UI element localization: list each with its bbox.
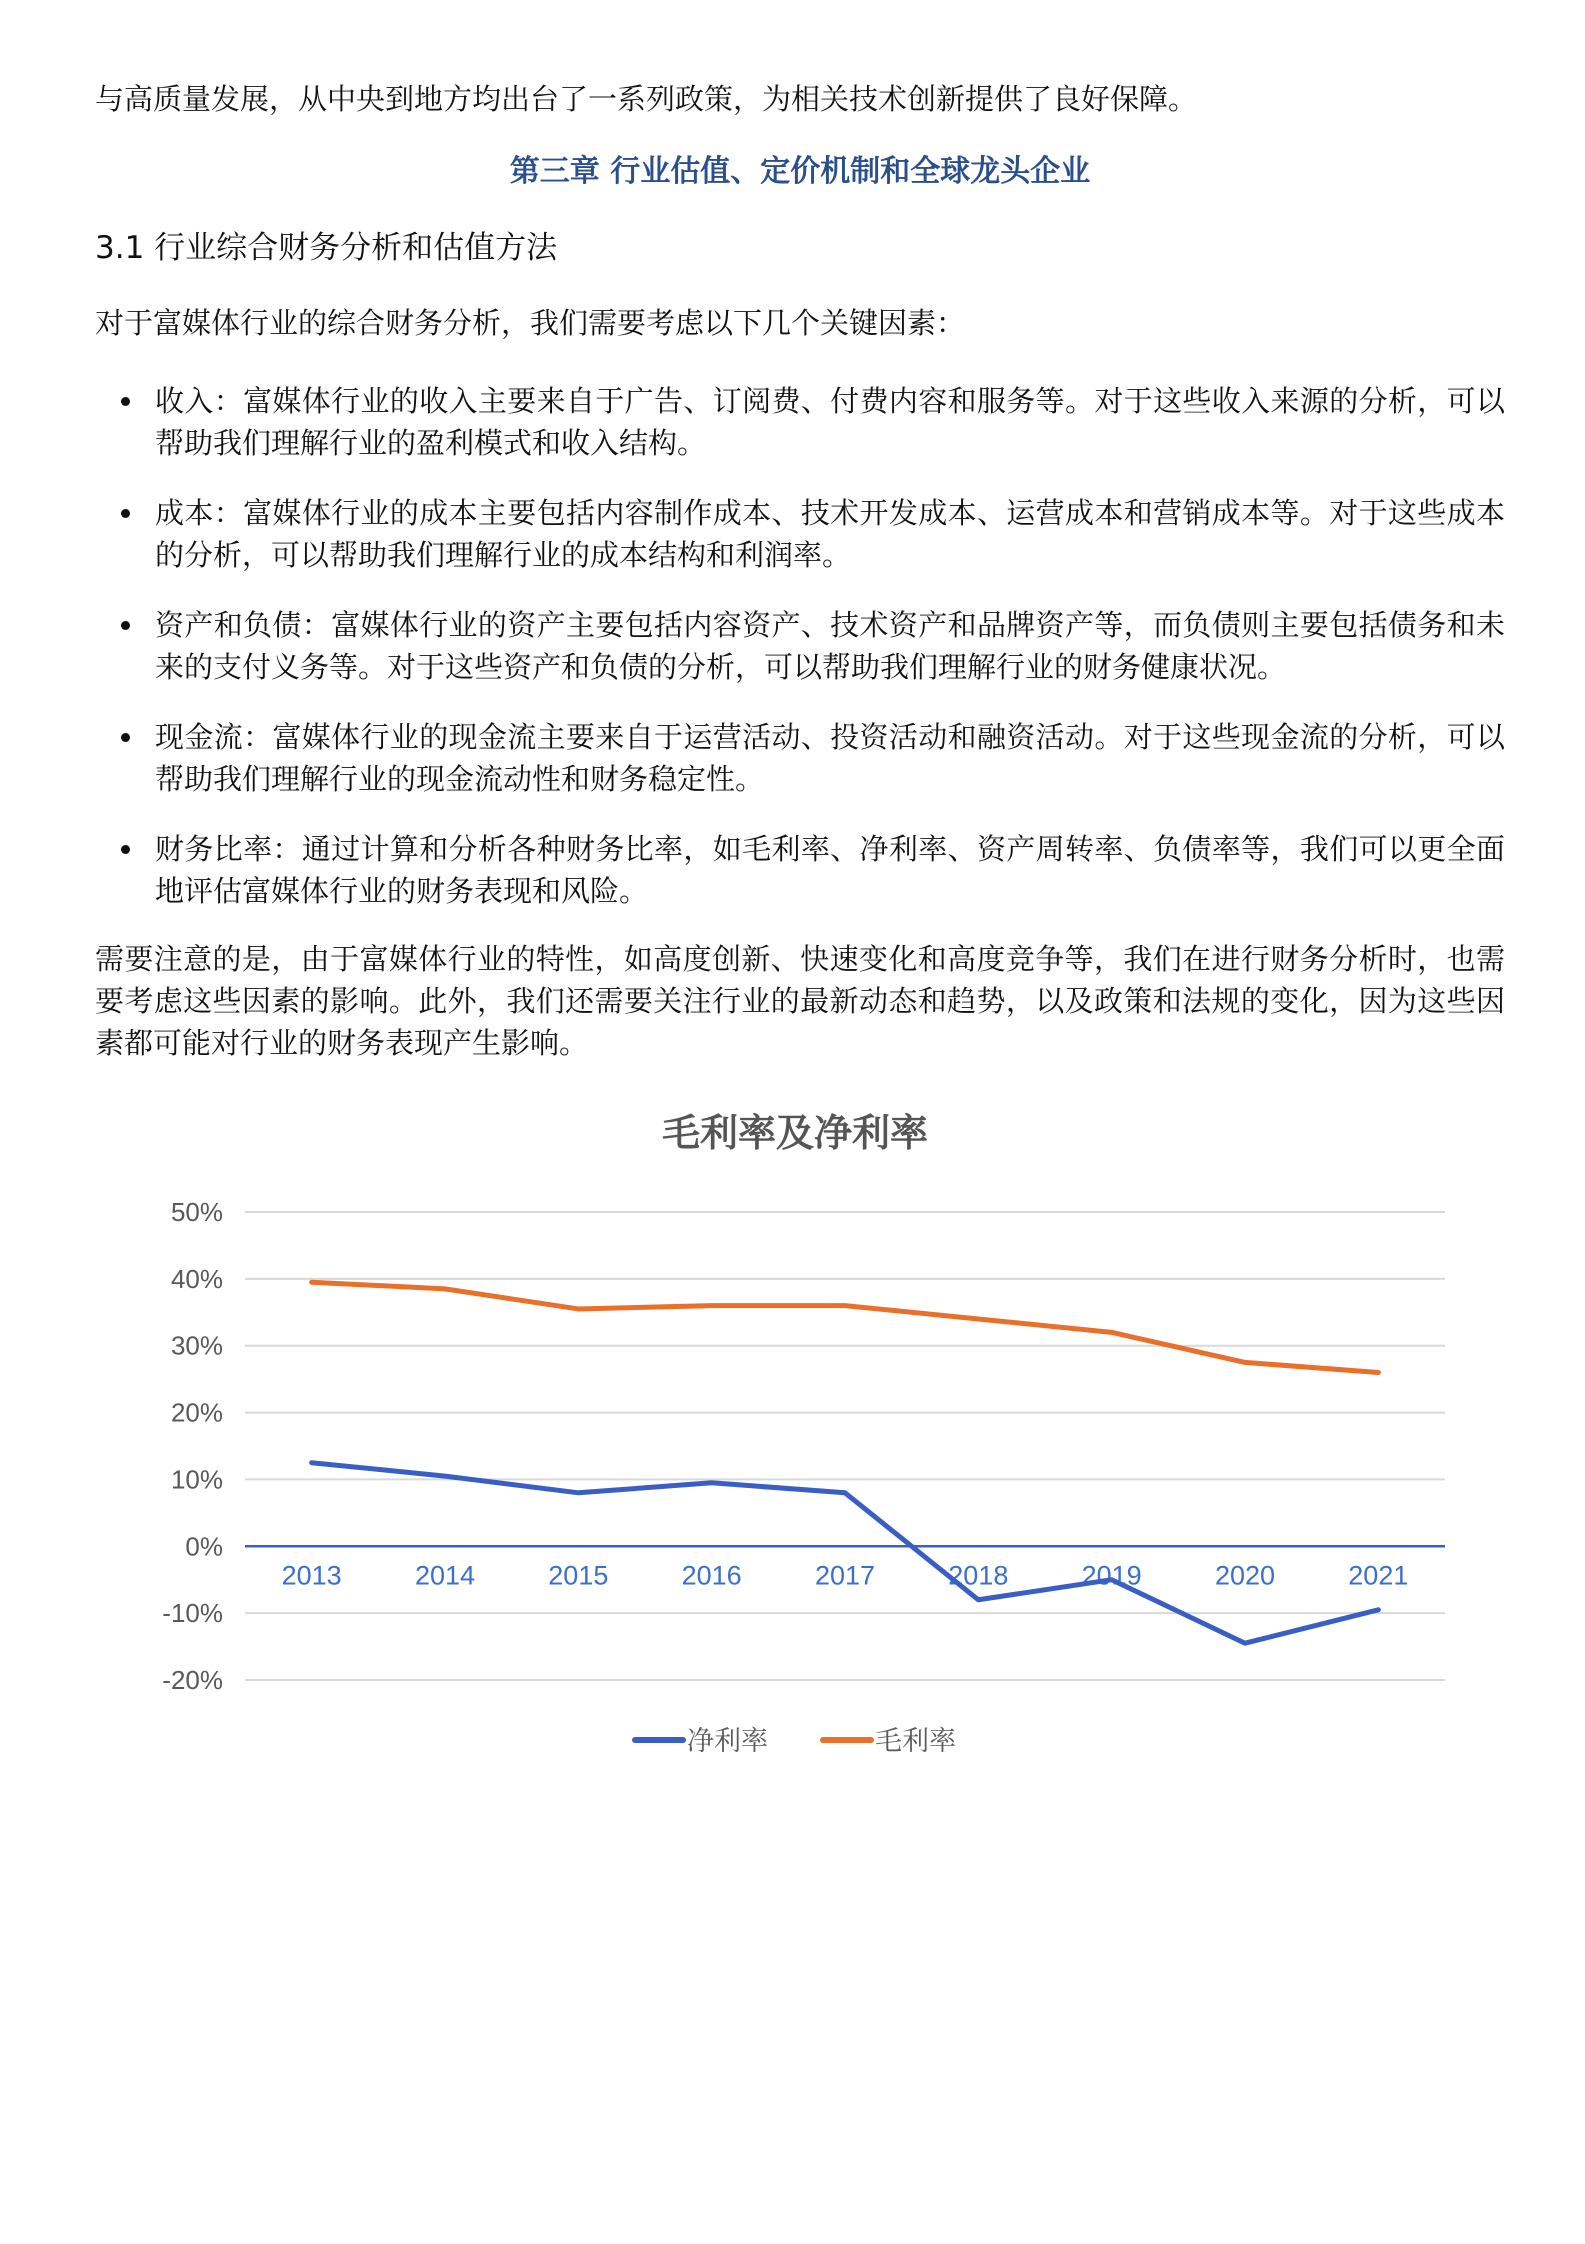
x-tick-label: 2013 — [281, 1560, 342, 1591]
margin-chart — [130, 1100, 1450, 1780]
list-item — [95, 828, 1505, 912]
x-tick-label: 2020 — [1214, 1560, 1276, 1591]
bullet-icon — [121, 621, 130, 630]
x-tick-label: 2016 — [681, 1560, 742, 1591]
bullet-icon — [121, 733, 130, 742]
chart-title: 毛利率及净利率 — [661, 1111, 929, 1155]
x-tick-label: 2014 — [414, 1560, 476, 1591]
list-item — [95, 492, 1505, 576]
lead-paragraph: 对于富媒体行业的综合财务分析，我们需要考虑以下几个关键因素： — [95, 306, 966, 340]
x-tick-label: 2015 — [548, 1560, 609, 1591]
intro-paragraph: 与高质量发展，从中央到地方均出台了一系列政策，为相关技术创新提供了良好保障。 — [95, 82, 1198, 116]
y-tick-label: -20% — [162, 1665, 223, 1695]
series-line — [312, 1282, 1379, 1372]
x-tick-label: 2017 — [814, 1560, 876, 1591]
bullet-icon — [121, 397, 130, 406]
y-tick-label: -10% — [162, 1598, 223, 1629]
series-line — [312, 1463, 1379, 1644]
x-tick-label: 2018 — [948, 1560, 1009, 1591]
list-item-text: 财务比率：通过计算和分析各种财务比率，如毛利率、净利率、资产周转率、负债率等，我们可以更全面地评估富媒体行业的财务表现和风险。 — [155, 832, 1505, 908]
x-tick-label: 2021 — [1348, 1560, 1409, 1591]
list-item-text: 现金流：富媒体行业的现金流主要来自于运营活动、投资活动和融资活动。对于这些现金流的分析，可以帮助我们理解行业的现金流动性和财务稳定性。 — [155, 720, 1505, 796]
list-item — [95, 380, 1505, 464]
legend-label: 净利率 — [687, 1726, 768, 1757]
chapter-title: 第三章 行业估值、定价机制和全球龙头企业 — [509, 154, 1091, 189]
y-tick-label: 20% — [170, 1397, 223, 1428]
y-tick-label: 50% — [170, 1197, 223, 1227]
list-item-text: 资产和负债：富媒体行业的资产主要包括内容资产、技术资产和品牌资产等，而负债则主要包括债务和未来的支付义务等。对于这些资产和负债的分析，可以帮助我们理解行业的财务健康状况。 — [155, 608, 1505, 684]
y-tick-label: 30% — [170, 1330, 223, 1361]
x-tick-label: 2019 — [1081, 1560, 1142, 1591]
bullet-icon — [121, 509, 130, 518]
legend-label: 毛利率 — [875, 1726, 956, 1757]
list-item-text: 成本：富媒体行业的成本主要包括内容制作成本、技术开发成本、运营成本和营销成本等。对于这些成本的分析，可以帮助我们理解行业的成本结构和利润率。 — [155, 496, 1505, 572]
list-item — [95, 604, 1505, 688]
y-tick-label: 10% — [170, 1464, 223, 1495]
closing-paragraph: 需要注意的是，由于富媒体行业的特性，如高度创新、快速变化和高度竞争等，我们在进行财务分析时，也需要考虑这些因素的影响。此外，我们还需要关注行业的最新动态和趋势，以及政策和法规的变化，因为这些因素都可能对行业的财务表现产生影响。 — [95, 942, 1505, 1060]
y-tick-label: 0% — [185, 1531, 223, 1562]
factor-list — [95, 380, 1505, 940]
y-tick-label: 40% — [170, 1263, 223, 1294]
bullet-icon — [121, 845, 130, 854]
section-title: 3.1 行业综合财务分析和估值方法 — [95, 230, 558, 266]
list-item-text: 收入：富媒体行业的收入主要来自于广告、订阅费、付费内容和服务等。对于这些收入来源的分析，可以帮助我们理解行业的盈利模式和收入结构。 — [155, 384, 1505, 460]
list-item — [95, 716, 1505, 800]
